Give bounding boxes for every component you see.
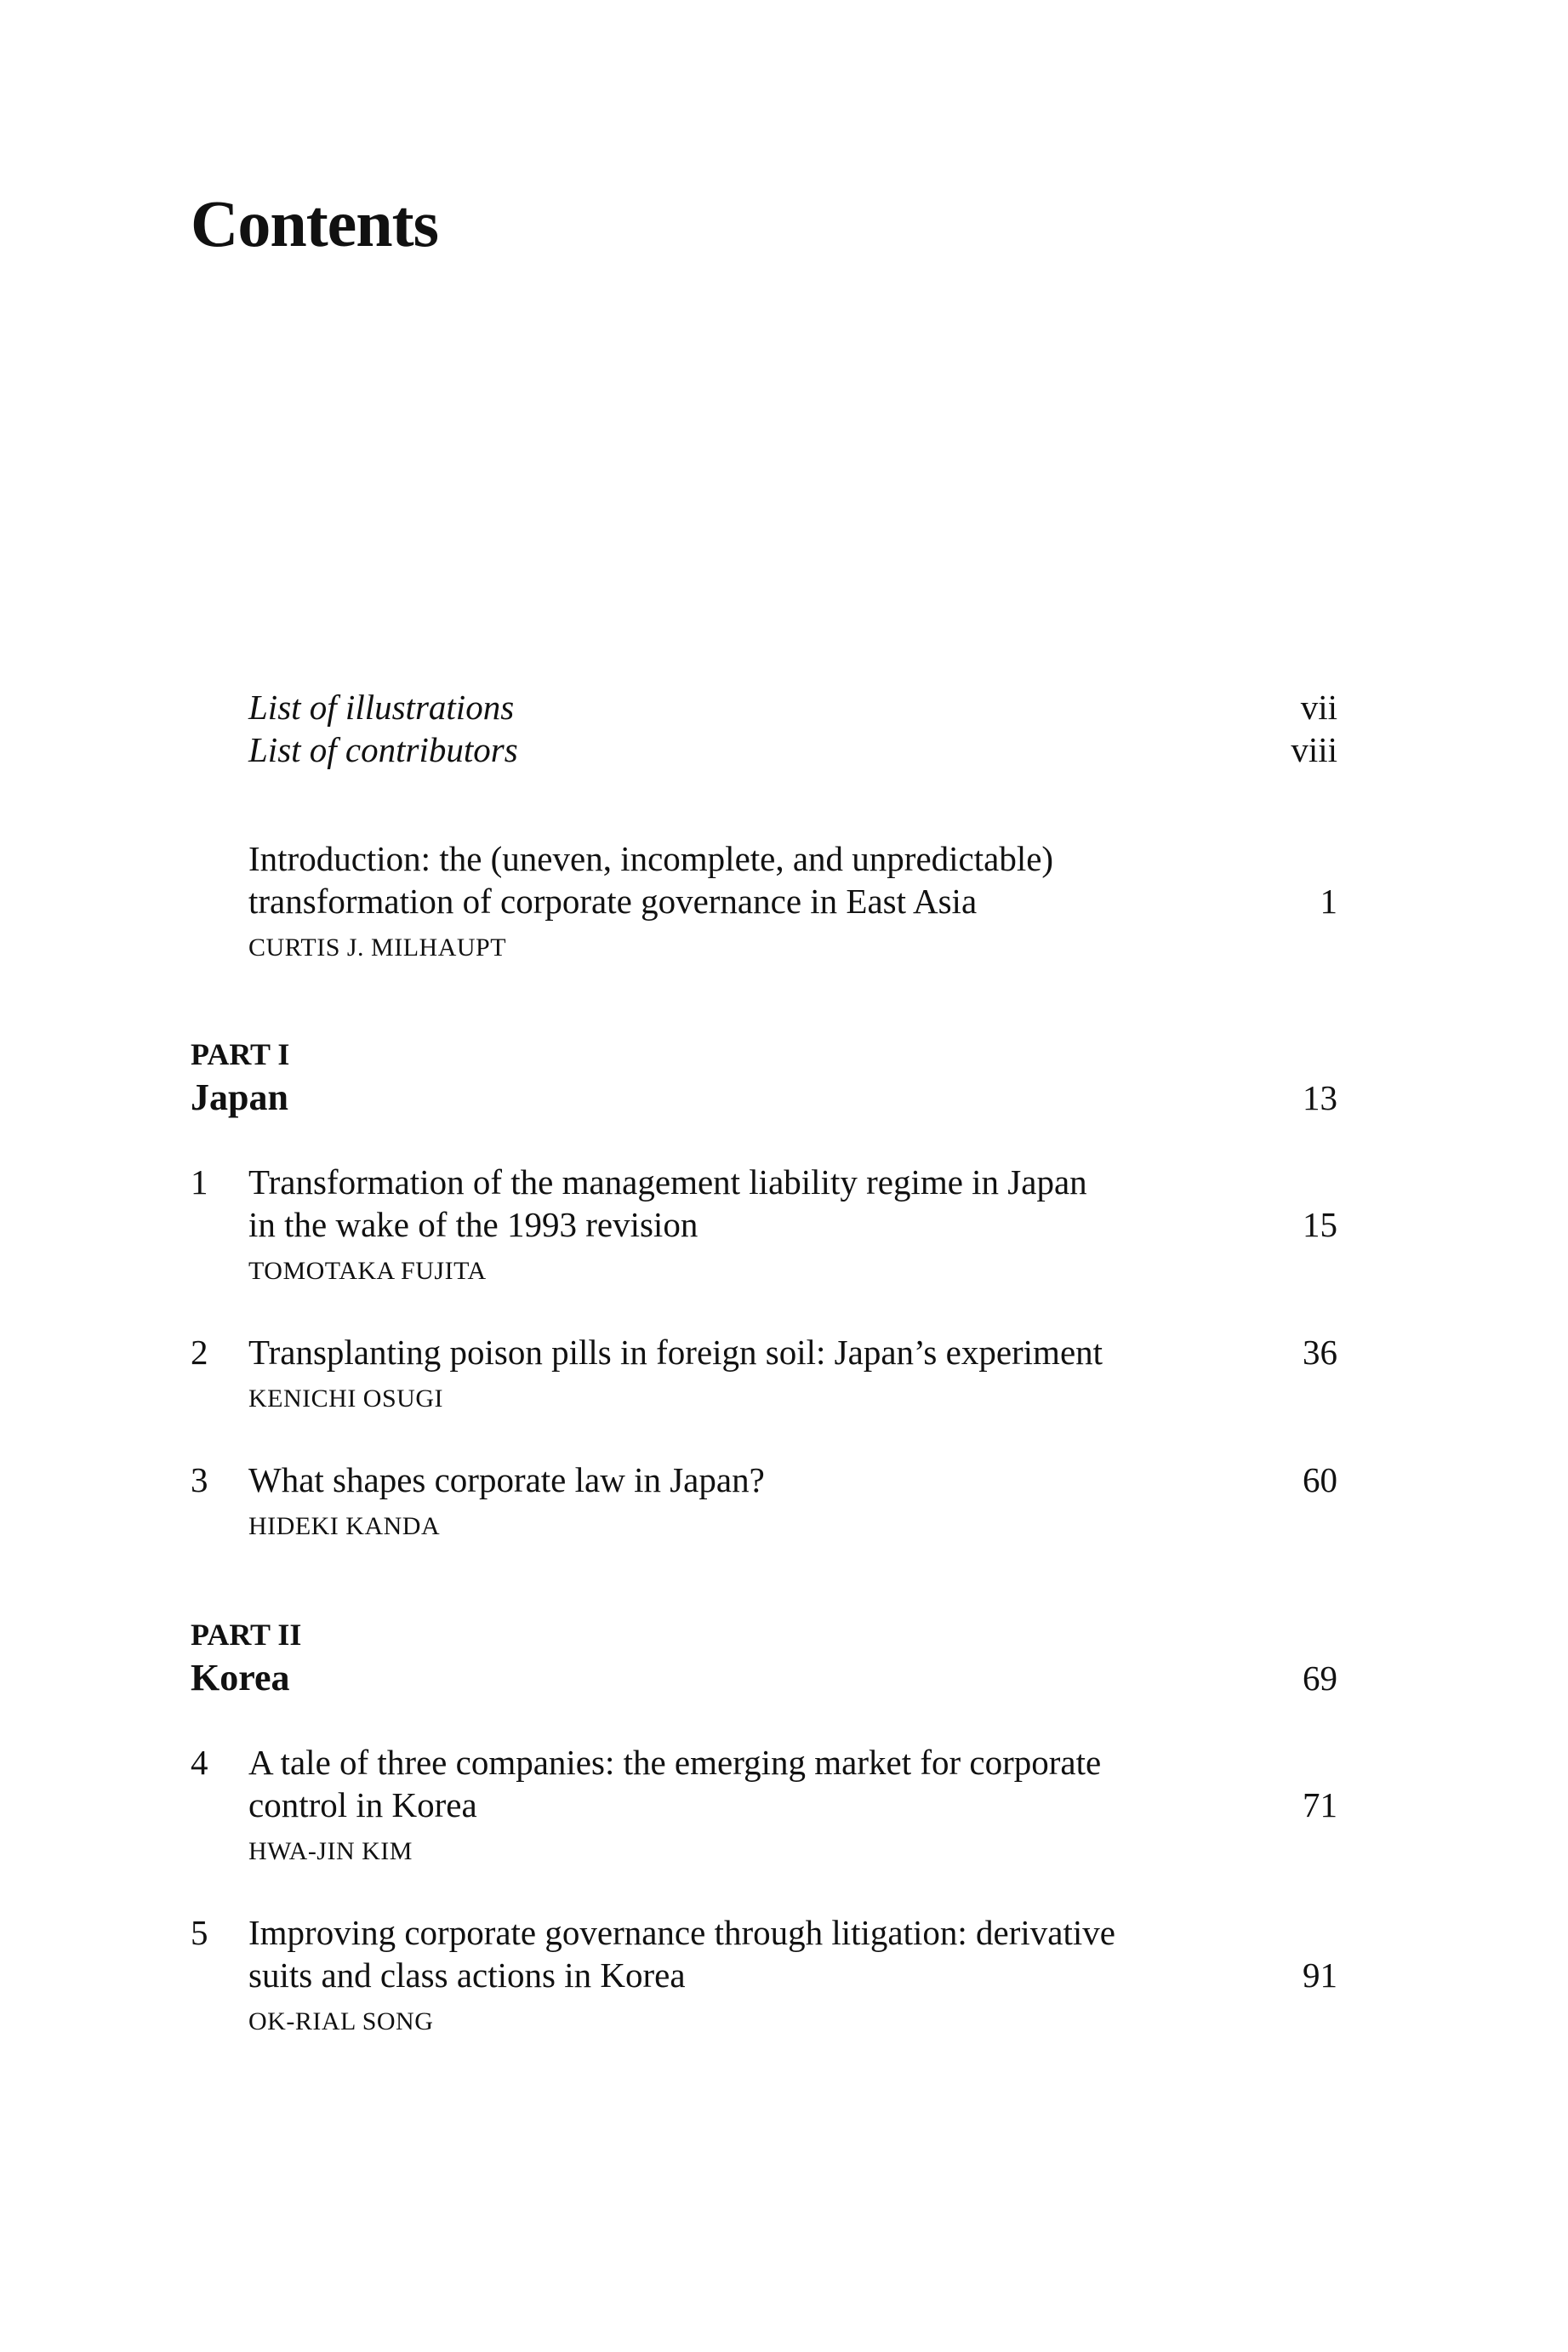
toc-entry-title-line1: Introduction: the (uneven, incomplete, and unpredictable) xyxy=(248,839,1054,878)
chapter-number: 4 xyxy=(191,1743,208,1782)
part-page: 69 xyxy=(1303,1658,1337,1698)
part-page: 13 xyxy=(1303,1078,1337,1117)
toc-entry-page: vii xyxy=(1300,688,1337,727)
toc-entry-title-line1: Improving corporate governance through litigation: derivative xyxy=(248,1913,1115,1952)
toc-entry-title-line2: suits and class actions in Korea xyxy=(248,1955,686,1995)
toc-entry-title: Transplanting poison pills in foreign soil: Japan’s experiment xyxy=(248,1333,1103,1372)
toc-entry-page: 71 xyxy=(1303,1785,1337,1824)
toc-entry-page: 36 xyxy=(1303,1333,1337,1372)
chapter-number: 1 xyxy=(191,1162,208,1202)
table-of-contents xyxy=(191,0,1337,2352)
toc-entry-page: 1 xyxy=(1320,882,1337,921)
toc-entry-title-line1: Transformation of the management liability regime in Japan xyxy=(248,1162,1087,1202)
toc-entry-title: List of illustrations xyxy=(248,688,515,727)
toc-entry-title: What shapes corporate law in Japan? xyxy=(248,1460,765,1499)
toc-entry-author: HWA-JIN KIM xyxy=(248,1837,413,1865)
toc-entry-title-line2: transformation of corporate governance in East Asia xyxy=(248,882,978,921)
chapter-number: 3 xyxy=(191,1460,208,1499)
toc-entry-page: 60 xyxy=(1303,1460,1337,1499)
part-name-korea[interactable]: Korea xyxy=(191,1657,290,1698)
toc-entry-title-line2: in the wake of the 1993 revision xyxy=(248,1205,698,1244)
page-title: Contents xyxy=(191,186,439,260)
toc-entry-page: 15 xyxy=(1303,1205,1337,1244)
toc-entry-title-line2: control in Korea xyxy=(248,1785,477,1824)
chapter-number: 2 xyxy=(191,1333,208,1372)
toc-entry-author: OK-RIAL SONG xyxy=(248,2007,434,2035)
part-label: PART I xyxy=(191,1037,290,1071)
toc-entry-page: viii xyxy=(1291,730,1337,769)
toc-entry-title-line1: A tale of three companies: the emerging market for corporate xyxy=(248,1743,1102,1782)
toc-entry-author: HIDEKI KANDA xyxy=(248,1512,441,1540)
toc-entry-page: 91 xyxy=(1303,1955,1337,1995)
toc-entry-author: TOMOTAKA FUJITA xyxy=(248,1257,487,1285)
chapter-number: 5 xyxy=(191,1913,208,1952)
part-name-japan[interactable]: Japan xyxy=(191,1076,288,1118)
part-label: PART II xyxy=(191,1618,302,1652)
toc-entry-author: KENICHI OSUGI xyxy=(248,1384,443,1413)
toc-entry-title: List of contributors xyxy=(248,730,518,769)
toc-entry-author: CURTIS J. MILHAUPT xyxy=(248,933,507,962)
